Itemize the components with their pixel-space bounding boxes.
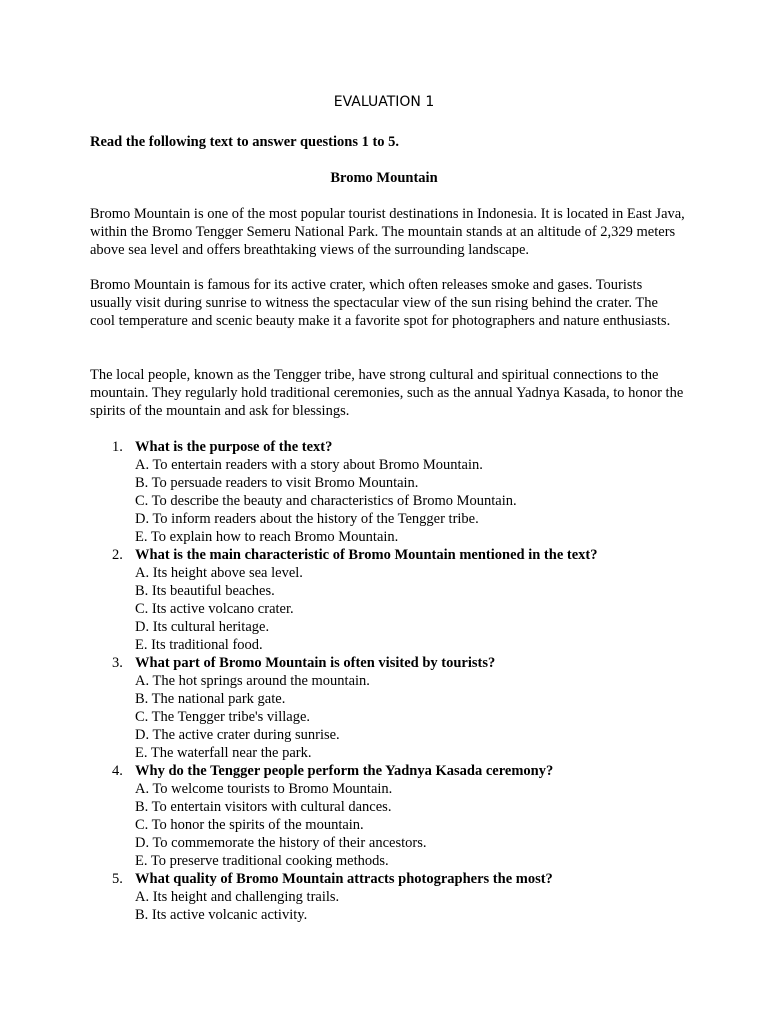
option-c: C. To describe the beauty and characteristics of Bromo Mountain. [135,493,517,509]
option-a: A. Its height above sea level. [135,565,303,581]
option-d: D. To commemorate the history of their ancestors. [135,835,427,851]
question-number: 2. [112,547,123,563]
question-text: What is the main characteristic of Bromo Mountain mentioned in the text? [135,547,598,563]
paragraph-1: Bromo Mountain is one of the most popular tourist destinations in Indonesia. It is located in East Java, within the Bromo Tengger Semeru National Park. The mountain stands at an altitude of 2,329 meters above sea level and offers breathtaking views of the surrounding landscape. [90,206,685,258]
option-d: D. To inform readers about the history of the Tengger tribe. [135,511,479,527]
page-title: EVALUATION 1 [333,94,435,110]
question-list [90,438,690,924]
option-c: C. Its active volcano crater. [135,601,294,617]
paragraph-2: Bromo Mountain is famous for its active crater, which often releases smoke and gases. Tourists usually visit during sunrise to witness the spectacular view of the sun rising behind the crater. The cool temperature and scenic beauty make it a favorite spot for photographers and nature enthusiasts. [90,277,671,329]
option-b: B. To persuade readers to visit Bromo Mountain. [135,475,419,491]
question-text: What quality of Bromo Mountain attracts photographers the most? [135,871,553,887]
question-text: What is the purpose of the text? [135,439,333,455]
option-d: D. Its cultural heritage. [135,619,270,635]
option-e: E. To preserve traditional cooking methods. [135,853,389,869]
question-1 [90,438,690,546]
option-b: B. Its beautiful beaches. [135,583,275,599]
question-number: 4. [112,763,123,779]
question-2 [90,546,690,654]
paragraph-3: The local people, known as the Tengger tribe, have strong cultural and spiritual connections to the mountain. They regularly hold traditional ceremonies, such as the annual Yadnya Kasada, to honor the spirits of the mountain and ask for blessings. [90,367,684,419]
question-5 [90,870,690,924]
question-number: 5. [112,871,123,887]
option-b: B. To entertain visitors with cultural dances. [135,799,392,815]
option-b: B. The national park gate. [135,691,286,707]
option-c: C. To honor the spirits of the mountain. [135,817,364,833]
option-e: E. The waterfall near the park. [135,745,312,761]
option-e: E. To explain how to reach Bromo Mountain. [135,529,399,545]
option-a: A. Its height and challenging trails. [135,889,340,905]
question-text: What part of Bromo Mountain is often visited by tourists? [135,655,496,671]
question-number: 3. [112,655,123,671]
instruction-text: Read the following text to answer questions 1 to 5. [90,134,400,150]
question-text: Why do the Tengger people perform the Yadnya Kasada ceremony? [135,763,554,779]
option-a: A. To entertain readers with a story about Bromo Mountain. [135,457,483,473]
question-4 [90,762,690,870]
passage-title: Bromo Mountain [330,170,438,186]
option-a: A. The hot springs around the mountain. [135,673,370,689]
option-c: C. The Tengger tribe's village. [135,709,311,725]
option-a: A. To welcome tourists to Bromo Mountain. [135,781,393,797]
option-e: E. Its traditional food. [135,637,263,653]
option-d: D. The active crater during sunrise. [135,727,340,743]
option-b: B. Its active volcanic activity. [135,907,308,923]
question-3 [90,654,690,762]
question-number: 1. [112,439,123,455]
